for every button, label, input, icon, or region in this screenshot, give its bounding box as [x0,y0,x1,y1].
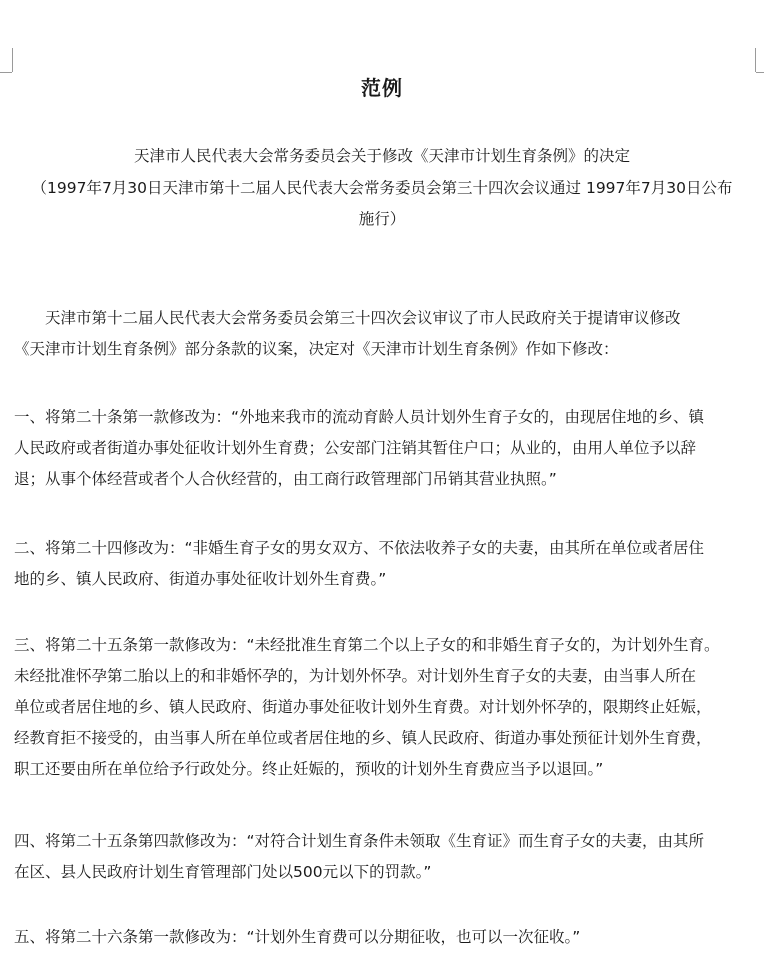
paragraph-line: 四、将第二十五条第四款修改为：“对符合计划生育条件未领取《生育证》而生育子女的夫妻，由其所 [14,832,705,850]
paragraph-line: 《天津市计划生育条例》部分条款的议案，决定对《天津市计划生育条例》作如下修改： [14,340,619,358]
paragraph-line: 天津市第十二届人民代表大会常务委员会第三十四次会议审议了市人民政府关于提请审议修改 [14,309,681,327]
paragraph-line: 五、将第二十六条第一款修改为：“计划外生育费可以分期征收，也可以一次征收。” [14,928,581,946]
paragraph-line: 人民政府或者街道办事处征收计划外生育费；公安部门注销其暂住户口；从业的，由用人单位予以辞 [14,439,697,457]
paragraph-line: 退；从事个体经营或者个人合伙经营的，由工商行政管理部门吊销其营业执照。” [14,470,557,488]
amendment-item-2 [14,533,754,595]
intro-paragraph [14,303,754,365]
amendment-item-4 [14,826,754,888]
document-title: 范例 [361,76,403,100]
paragraph-line: 三、将第二十五条第一款修改为：“未经批准生育第二个以上子女的和非婚生育子女的，为计划外生育。 [14,636,720,654]
decision-title: 天津市人民代表大会常务委员会关于修改《天津市计划生育条例》的决定 [133,147,630,165]
amendment-item-3 [14,630,754,785]
amendment-item-1 [14,402,754,495]
paragraph-line: 一、将第二十条第一款修改为：“外地来我市的流动育龄人员计划外生育子女的，由现居住地的乡、镇 [14,408,705,426]
paragraph-line: 职工还要由所在单位给予行政处分。终止妊娠的，预收的计划外生育费应当予以退回。” [14,760,604,778]
paragraph-line: 二、将第二十四修改为：“非婚生育子女的男女双方、不依法收养子女的夫妻，由其所在单位或者居住 [14,539,705,557]
paragraph-line: 经教育拒不接受的，由当事人所在单位或者居住地的乡、镇人民政府、街道办事处预征计划外生育费， [14,729,712,747]
paragraph-line: 在区、县人民政府计划生育管理部门处以500元以下的罚款。” [14,863,432,881]
page-corner-mark-top-right [755,48,764,72]
paragraph-line: 地的乡、镇人民政府、街道办事处征收计划外生育费。” [14,570,387,588]
decision-subtitle-line-1: （1997年7月30日天津市第十二届人民代表大会常务委员会第三十四次会议通过 1997年7月30日公布 [31,179,733,197]
paragraph-line: 未经批准怀孕第二胎以上的和非婚怀孕的，为计划外怀孕。对计划外生育子女的夫妻，由当事人所在 [14,667,697,685]
page-corner-mark-top-left [2,48,13,72]
decision-subtitle-line-2: 施行） [358,210,406,228]
paragraph-line: 单位或者居住地的乡、镇人民政府、街道办事处征收计划外生育费。对计划外怀孕的，限期终止妊娠， [14,698,712,716]
amendment-item-5 [14,922,754,953]
